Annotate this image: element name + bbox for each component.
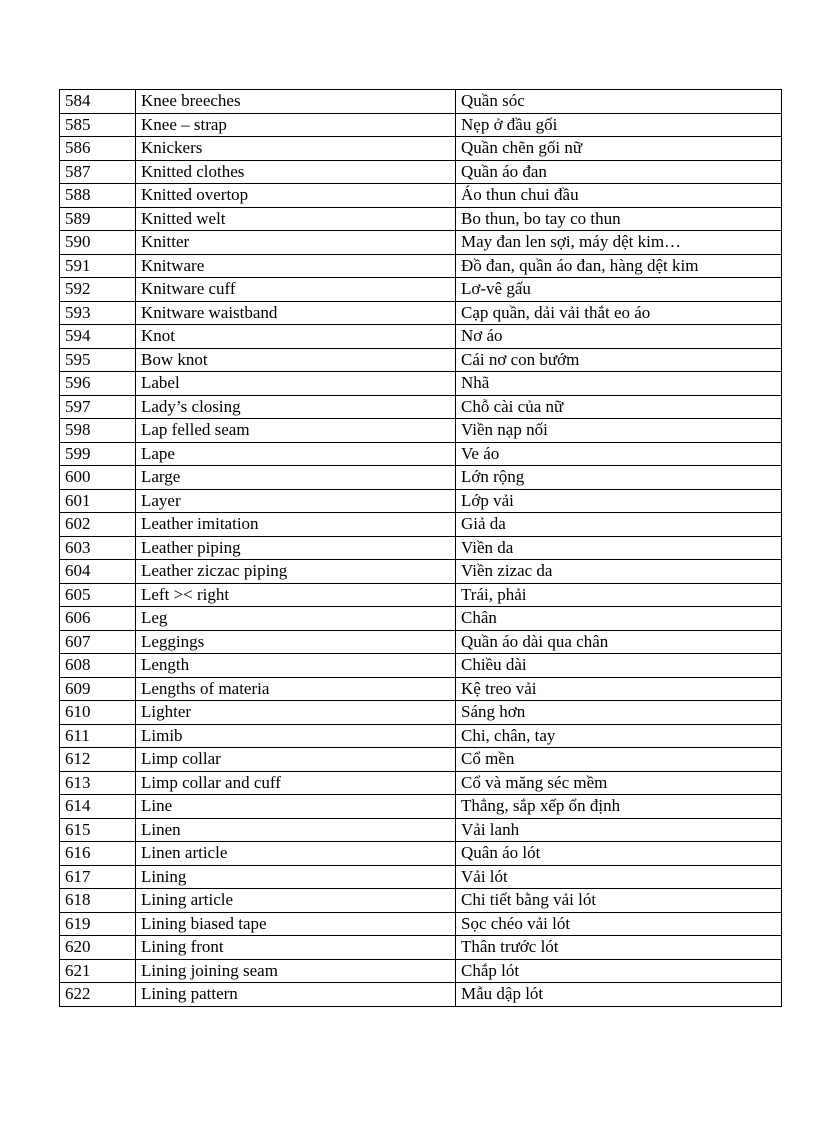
vietnamese-term-cell: Vải lót xyxy=(456,865,782,889)
glossary-table-body xyxy=(60,90,782,1007)
entry-number-cell: 615 xyxy=(60,818,136,842)
table-row xyxy=(60,348,782,372)
english-term-cell: Label xyxy=(136,372,456,396)
table-row xyxy=(60,489,782,513)
english-term-cell: Lape xyxy=(136,442,456,466)
entry-number-cell: 608 xyxy=(60,654,136,678)
english-term-cell: Limib xyxy=(136,724,456,748)
entry-number-cell: 598 xyxy=(60,419,136,443)
entry-number-cell: 610 xyxy=(60,701,136,725)
vietnamese-term-cell: Viền zizac da xyxy=(456,560,782,584)
entry-number-cell: 599 xyxy=(60,442,136,466)
vietnamese-term-cell: Chắp lót xyxy=(456,959,782,983)
table-row xyxy=(60,560,782,584)
vietnamese-term-cell: May đan len sợi, máy dệt kim… xyxy=(456,231,782,255)
entry-number-cell: 609 xyxy=(60,677,136,701)
table-row xyxy=(60,630,782,654)
vietnamese-term-cell: Cái nơ con bướm xyxy=(456,348,782,372)
english-term-cell: Leather imitation xyxy=(136,513,456,537)
english-term-cell: Knot xyxy=(136,325,456,349)
vietnamese-term-cell: Bo thun, bo tay co thun xyxy=(456,207,782,231)
table-row xyxy=(60,466,782,490)
entry-number-cell: 601 xyxy=(60,489,136,513)
table-row xyxy=(60,513,782,537)
table-row xyxy=(60,889,782,913)
vietnamese-term-cell: Viền nạp nối xyxy=(456,419,782,443)
vietnamese-term-cell: Sọc chéo vải lót xyxy=(456,912,782,936)
english-term-cell: Knitware xyxy=(136,254,456,278)
table-row xyxy=(60,701,782,725)
entry-number-cell: 618 xyxy=(60,889,136,913)
table-row xyxy=(60,983,782,1007)
entry-number-cell: 591 xyxy=(60,254,136,278)
entry-number-cell: 603 xyxy=(60,536,136,560)
vietnamese-term-cell: Nẹp ở đầu gối xyxy=(456,113,782,137)
entry-number-cell: 595 xyxy=(60,348,136,372)
entry-number-cell: 585 xyxy=(60,113,136,137)
entry-number-cell: 607 xyxy=(60,630,136,654)
entry-number-cell: 614 xyxy=(60,795,136,819)
english-term-cell: Lining article xyxy=(136,889,456,913)
vietnamese-term-cell: Chi, chân, tay xyxy=(456,724,782,748)
entry-number-cell: 587 xyxy=(60,160,136,184)
english-term-cell: Left >< right xyxy=(136,583,456,607)
table-row xyxy=(60,90,782,114)
entry-number-cell: 586 xyxy=(60,137,136,161)
table-row xyxy=(60,818,782,842)
entry-number-cell: 606 xyxy=(60,607,136,631)
entry-number-cell: 611 xyxy=(60,724,136,748)
vietnamese-term-cell: Lớp vải xyxy=(456,489,782,513)
table-row xyxy=(60,959,782,983)
english-term-cell: Lady’s closing xyxy=(136,395,456,419)
vietnamese-term-cell: Chân xyxy=(456,607,782,631)
entry-number-cell: 613 xyxy=(60,771,136,795)
entry-number-cell: 600 xyxy=(60,466,136,490)
english-term-cell: Leggings xyxy=(136,630,456,654)
table-row xyxy=(60,842,782,866)
english-term-cell: Leg xyxy=(136,607,456,631)
table-row xyxy=(60,912,782,936)
english-term-cell: Large xyxy=(136,466,456,490)
vietnamese-term-cell: Kệ treo vải xyxy=(456,677,782,701)
english-term-cell: Lining xyxy=(136,865,456,889)
vietnamese-term-cell: Viền da xyxy=(456,536,782,560)
english-term-cell: Bow knot xyxy=(136,348,456,372)
english-term-cell: Lining joining seam xyxy=(136,959,456,983)
vietnamese-term-cell: Cổ và măng séc mềm xyxy=(456,771,782,795)
english-term-cell: Lining front xyxy=(136,936,456,960)
table-row xyxy=(60,795,782,819)
entry-number-cell: 590 xyxy=(60,231,136,255)
table-row xyxy=(60,536,782,560)
english-term-cell: Knitted clothes xyxy=(136,160,456,184)
table-row xyxy=(60,677,782,701)
table-row xyxy=(60,160,782,184)
table-row xyxy=(60,442,782,466)
english-term-cell: Knee breeches xyxy=(136,90,456,114)
table-row xyxy=(60,113,782,137)
english-term-cell: Limp collar and cuff xyxy=(136,771,456,795)
vietnamese-term-cell: Quân áo lót xyxy=(456,842,782,866)
table-row xyxy=(60,231,782,255)
vietnamese-term-cell: Quần chẽn gối nữ xyxy=(456,137,782,161)
table-row xyxy=(60,207,782,231)
vietnamese-term-cell: Vải lanh xyxy=(456,818,782,842)
entry-number-cell: 621 xyxy=(60,959,136,983)
entry-number-cell: 593 xyxy=(60,301,136,325)
entry-number-cell: 622 xyxy=(60,983,136,1007)
table-row xyxy=(60,325,782,349)
vietnamese-term-cell: Nhã xyxy=(456,372,782,396)
english-term-cell: Leather ziczac piping xyxy=(136,560,456,584)
english-term-cell: Lighter xyxy=(136,701,456,725)
table-row xyxy=(60,865,782,889)
vietnamese-term-cell: Lơ-vê gấu xyxy=(456,278,782,302)
english-term-cell: Line xyxy=(136,795,456,819)
table-row xyxy=(60,278,782,302)
english-term-cell: Lengths of materia xyxy=(136,677,456,701)
table-row xyxy=(60,654,782,678)
glossary-table xyxy=(59,89,782,1007)
english-term-cell: Length xyxy=(136,654,456,678)
table-row xyxy=(60,372,782,396)
vietnamese-term-cell: Thân trước lót xyxy=(456,936,782,960)
table-row xyxy=(60,184,782,208)
entry-number-cell: 592 xyxy=(60,278,136,302)
english-term-cell: Leather piping xyxy=(136,536,456,560)
vietnamese-term-cell: Quần áo đan xyxy=(456,160,782,184)
english-term-cell: Knitware waistband xyxy=(136,301,456,325)
vietnamese-term-cell: Nơ áo xyxy=(456,325,782,349)
entry-number-cell: 604 xyxy=(60,560,136,584)
english-term-cell: Lap felled seam xyxy=(136,419,456,443)
vietnamese-term-cell: Đồ đan, quần áo đan, hàng dệt kim xyxy=(456,254,782,278)
vietnamese-term-cell: Lớn rộng xyxy=(456,466,782,490)
entry-number-cell: 620 xyxy=(60,936,136,960)
vietnamese-term-cell: Giả da xyxy=(456,513,782,537)
table-row xyxy=(60,748,782,772)
entry-number-cell: 597 xyxy=(60,395,136,419)
english-term-cell: Limp collar xyxy=(136,748,456,772)
entry-number-cell: 605 xyxy=(60,583,136,607)
vietnamese-term-cell: Quần sóc xyxy=(456,90,782,114)
english-term-cell: Lining pattern xyxy=(136,983,456,1007)
entry-number-cell: 589 xyxy=(60,207,136,231)
vietnamese-term-cell: Chiều dài xyxy=(456,654,782,678)
table-row xyxy=(60,724,782,748)
entry-number-cell: 594 xyxy=(60,325,136,349)
table-row xyxy=(60,254,782,278)
vietnamese-term-cell: Sáng hơn xyxy=(456,701,782,725)
entry-number-cell: 584 xyxy=(60,90,136,114)
english-term-cell: Layer xyxy=(136,489,456,513)
vietnamese-term-cell: Cổ mền xyxy=(456,748,782,772)
english-term-cell: Knee – strap xyxy=(136,113,456,137)
entry-number-cell: 616 xyxy=(60,842,136,866)
vietnamese-term-cell: Thẳng, sắp xếp ổn định xyxy=(456,795,782,819)
english-term-cell: Knitware cuff xyxy=(136,278,456,302)
table-row xyxy=(60,419,782,443)
table-row xyxy=(60,583,782,607)
english-term-cell: Knickers xyxy=(136,137,456,161)
vietnamese-term-cell: Quần áo dài qua chân xyxy=(456,630,782,654)
english-term-cell: Linen article xyxy=(136,842,456,866)
vietnamese-term-cell: Trái, phải xyxy=(456,583,782,607)
table-row xyxy=(60,301,782,325)
english-term-cell: Linen xyxy=(136,818,456,842)
vietnamese-term-cell: Ve áo xyxy=(456,442,782,466)
vietnamese-term-cell: Áo thun chui đầu xyxy=(456,184,782,208)
vietnamese-term-cell: Cạp quần, dải vải thắt eo áo xyxy=(456,301,782,325)
english-term-cell: Knitted overtop xyxy=(136,184,456,208)
table-row xyxy=(60,137,782,161)
entry-number-cell: 617 xyxy=(60,865,136,889)
table-row xyxy=(60,771,782,795)
english-term-cell: Knitted welt xyxy=(136,207,456,231)
entry-number-cell: 602 xyxy=(60,513,136,537)
table-row xyxy=(60,607,782,631)
vietnamese-term-cell: Chỗ cài của nữ xyxy=(456,395,782,419)
entry-number-cell: 588 xyxy=(60,184,136,208)
english-term-cell: Knitter xyxy=(136,231,456,255)
english-term-cell: Lining biased tape xyxy=(136,912,456,936)
vietnamese-term-cell: Mẫu dập lót xyxy=(456,983,782,1007)
table-row xyxy=(60,936,782,960)
entry-number-cell: 619 xyxy=(60,912,136,936)
entry-number-cell: 612 xyxy=(60,748,136,772)
entry-number-cell: 596 xyxy=(60,372,136,396)
table-row xyxy=(60,395,782,419)
vietnamese-term-cell: Chi tiết bằng vải lót xyxy=(456,889,782,913)
